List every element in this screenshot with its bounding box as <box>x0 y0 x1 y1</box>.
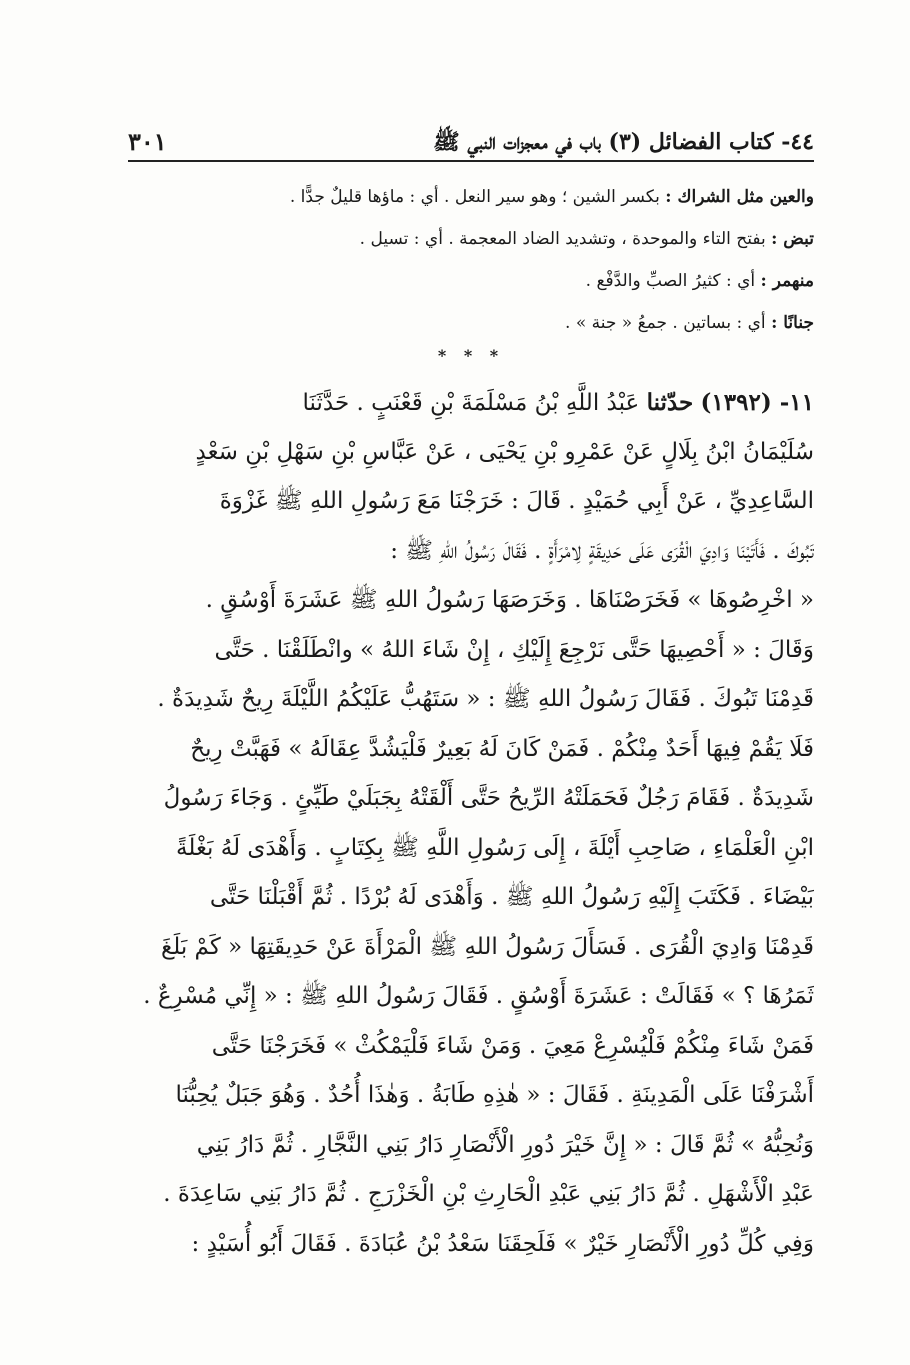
glossary-notes <box>128 176 814 344</box>
hadith-line: بَيْضَاءَ . فَكَتَبَ إِلَيْهِ رَسُولُ اللهِ ﷺ . وَأَهْدَى لَهُ بُرْدًا . ثُمَّ أَقْبَلْنَا حَتَّى <box>209 884 814 910</box>
page-number: ٣٠١ <box>128 127 167 156</box>
hadith-line: تَبُوكَ . فَأَتَيْنَا وَادِيَ الْقُرَى عَلَى حَدِيقَةٍ لِامْرَأَةٍ . فَقَالَ رَسُولُ اللهِ ﷺ : <box>390 537 814 564</box>
note-term: تبض : <box>771 229 814 249</box>
note-term: منهمر : <box>760 271 814 291</box>
hadith-line-text: عَبْدُ اللَّهِ بْنُ مَسْلَمَةَ بْنِ قَعْنَبٍ . حَدَّثَنَا <box>302 390 647 416</box>
hadith-text <box>128 378 814 1269</box>
note-line <box>128 176 814 218</box>
note-line <box>128 260 814 302</box>
hadith-line: فَمَنْ شَاءَ مِنْكُمْ فَلْيُسْرِعْ مَعِيَ . وَمَنْ شَاءَ فَلْيَمْكُثْ » فَخَرَجْنَا حَتَّى <box>211 1032 814 1059</box>
note-text: بكسر الشين ؛ وهو سير النعل . أي : ماؤها قليلٌ جدًّا . <box>289 187 666 207</box>
note-term: جنانًا : <box>771 313 814 333</box>
note-text: بفتح التاء والموحدة ، وتشديد الضاد المعجمة . أي : تسيل . <box>359 229 772 249</box>
note-line <box>128 302 814 344</box>
chapter-title: ٤٤- كتاب الفضائل (٣) باب في معجزات النبي ﷺ <box>433 129 814 155</box>
hadith-number: ١١- (١٣٩٢) <box>700 389 814 416</box>
hadith-line: قَدِمْنَا وَادِيَ الْقُرَى . فَسَأَلَ رَسُولُ اللهِ ﷺ الْمَرْأَةَ عَنْ حَدِيقَتِهَا « كَمْ بَلَغَ <box>160 933 814 960</box>
hadith-line: شَدِيدَةٌ . فَقَامَ رَجُلٌ فَحَمَلَتْهُ الرِّيحُ حَتَّى أَلْقَتْهُ بِجَبَلَيْ طَيِّئٍ . وَجَاءَ رَسُولُ <box>163 785 814 811</box>
narration-word: حدّثنا <box>646 389 694 416</box>
running-header <box>128 118 814 158</box>
note-term: والعين مثل الشراك : <box>665 187 814 207</box>
note-line <box>128 218 814 260</box>
header-rule <box>128 160 814 162</box>
hadith-line: سُلَيْمَانُ ابْنُ بِلَالٍ عَنْ عَمْرِو بْنِ يَحْيَى ، عَنْ عَبَّاسِ بْنِ سَهْلِ بْنِ سَعْدٍ <box>195 438 814 465</box>
hadith-line: وَفِي كُلِّ دُورِ الْأَنْصَارِ خَيْرٌ » فَلَحِقَنَا سَعْدُ بْنُ عُبَادَةَ . فَقَالَ أَبُو أُسَيْدٍ : <box>191 1230 814 1257</box>
hadith-line <box>128 378 814 428</box>
section-separator: * * * <box>437 346 505 365</box>
hadith-line: وَقَالَ : « أَحْصِيهَا حَتَّى نَرْجِعَ إِلَيْكِ ، إِنْ شَاءَ اللهُ » وانْطَلَقْنَا . حَتَّى <box>214 636 814 663</box>
hadith-line: أَشْرَفْنَا عَلَى الْمَدِينَةِ . فَقَالَ : « هٰذِهِ طَابَةُ . وَهٰذَا أُحُدٌ . وَهُوَ جَبَلٌ يُحِبُّنَا <box>175 1082 814 1108</box>
hadith-line: ثَمَرُهَا ؟ » فَقَالَتْ : عَشَرَةَ أَوْسُقٍ . فَقَالَ رَسُولُ اللهِ ﷺ : « إِنِّي مُسْرِعٌ . <box>143 983 814 1009</box>
note-text: أي : كثيرُ الصبِّ والدَّفْع . <box>585 271 761 291</box>
hadith-line: عَبْدِ الْأَشْهَلِ . ثُمَّ دَارُ بَنِي عَبْدِ الْحَارِثِ بْنِ الْخَزْرَجِ . ثُمَّ دَارُ بَنِي سَاعِدَةَ . <box>163 1181 814 1207</box>
hadith-line: وَنُحِبُّهُ » ثُمَّ قَالَ : « إِنَّ خَيْرَ دُورِ الْأَنْصَارِ دَارُ بَنِي النَّجَّارِ . ثُمَّ دَارُ بَنِي <box>196 1131 814 1158</box>
hadith-line: قَدِمْنَا تَبُوكَ . فَقَالَ رَسُولُ اللهِ ﷺ : « سَتَهُبُّ عَلَيْكُمُ اللَّيْلَةَ رِيحٌ شَدِيدَةٌ . <box>157 686 814 712</box>
hadith-line: ابْنِ الْعَلْمَاءِ ، صَاحِبِ أَيْلَةَ ، إِلَى رَسُولِ اللَّهِ ﷺ بِكِتَابٍ . وَأَهْدَى لَهُ بَغْلَةً <box>176 834 814 861</box>
hadith-line: السَّاعِدِيِّ ، عَنْ أَبِي حُمَيْدٍ . قَالَ : خَرَجْنَا مَعَ رَسُولِ اللهِ ﷺ غَزْوَةَ <box>219 488 814 514</box>
hadith-line: « اخْرِصُوهَا » فَخَرَصْنَاهَا . وَخَرَصَهَا رَسُولُ اللهِ ﷺ عَشَرَةَ أَوْسُقٍ . <box>205 587 814 613</box>
hadith-line: فَلَا يَقُمْ فِيهَا أَحَدٌ مِنْكُمْ . فَمَنْ كَانَ لَهُ بَعِيرٌ فَلْيَشُدَّ عِقَالَهُ » فَهَبَّتْ رِيحٌ <box>190 735 814 762</box>
note-text: أي : بساتين . جمعُ « جنة » . <box>565 313 772 333</box>
